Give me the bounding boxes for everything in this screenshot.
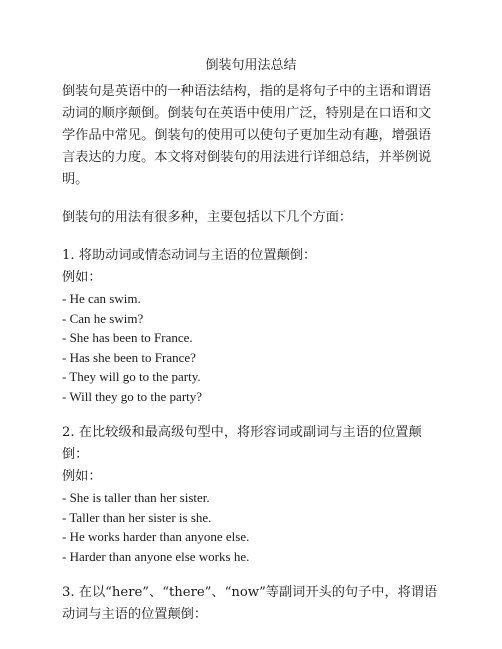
paragraph-spacer bbox=[62, 566, 442, 582]
paragraph-spacer bbox=[62, 191, 442, 207]
example-sentence: - He works harder than anyone else. bbox=[62, 529, 250, 544]
example-sentence: - She has been to France. bbox=[62, 330, 193, 345]
example-label: 例如： bbox=[62, 270, 102, 285]
example-sentence: - Can he swim? bbox=[62, 310, 144, 326]
example-sentence: - He can swim. bbox=[62, 291, 141, 306]
paragraph-spacer bbox=[62, 229, 442, 245]
example-sentence: - She is taller than her sister. bbox=[62, 490, 210, 505]
example-sentence: - They will go to the party. bbox=[62, 369, 201, 384]
section-heading: 3. 在以“here”、“there”、“now”等副词开头的句子中，将谓语动词与主语的位置颠倒： bbox=[62, 585, 438, 622]
example-sentence: - Taller than her sister is she. bbox=[62, 509, 212, 525]
section-heading: 1. 将助动词或情态动词与主语的位置颠倒： bbox=[62, 248, 317, 263]
document-title: 倒装句用法总结 bbox=[205, 58, 297, 73]
overview-paragraph: 倒装句的用法有很多种，主要包括以下几个方面： bbox=[62, 210, 353, 225]
document-body bbox=[62, 81, 442, 626]
section-1 bbox=[62, 245, 442, 406]
intro-paragraph: 倒装句是英语中的一种语法结构，指的是将句子中的主语和谓语动词的顺序颠倒。倒装句在英语中使用广泛，特别是在口语和文学作品中常见。倒装句的使用可以使句子更加生动有趣，增强语言表达的力度。本文将对倒装句的用法进行详细总结，并举例说明。 bbox=[62, 84, 432, 187]
example-sentence: - Will they go to the party? bbox=[62, 388, 203, 404]
example-label: 例如： bbox=[62, 469, 102, 484]
example-sentence: - Has she been to France? bbox=[62, 349, 196, 365]
example-sentence: - Harder than anyone else works he. bbox=[62, 548, 250, 564]
section-heading: 2. 在比较级和最高级句型中，将形容词或副词与主语的位置颠倒： bbox=[62, 425, 422, 462]
paragraph-spacer bbox=[62, 406, 442, 422]
section-3 bbox=[62, 582, 442, 626]
section-2 bbox=[62, 422, 442, 566]
